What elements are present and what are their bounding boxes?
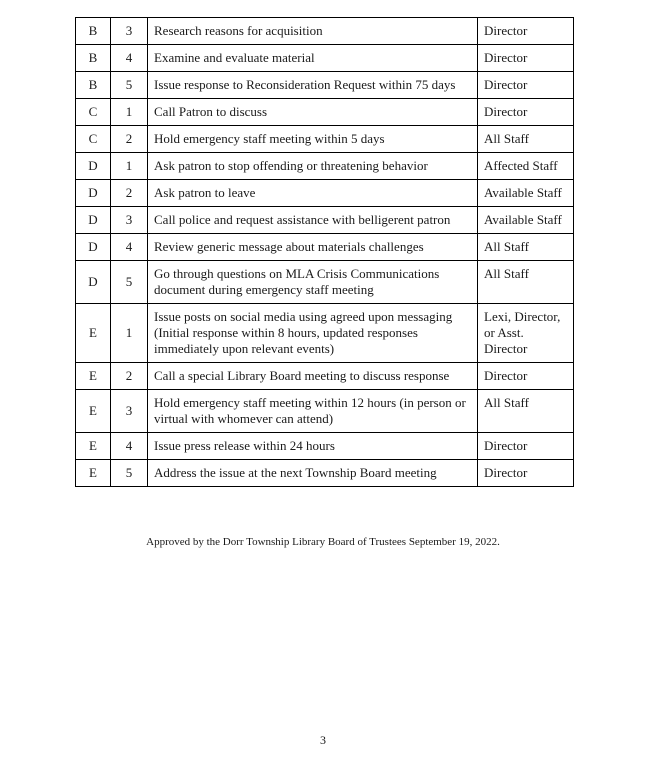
responsible-party-cell: Director bbox=[478, 72, 574, 99]
step-number-cell: 5 bbox=[111, 261, 148, 304]
step-number-cell: 3 bbox=[111, 207, 148, 234]
responsible-party-cell: Available Staff bbox=[478, 180, 574, 207]
table-row bbox=[76, 180, 574, 207]
step-number-cell: 5 bbox=[111, 72, 148, 99]
section-letter-cell: E bbox=[76, 363, 111, 390]
task-description-cell: Call a special Library Board meeting to discuss response bbox=[148, 363, 478, 390]
step-number-cell: 3 bbox=[111, 390, 148, 433]
task-description-cell: Review generic message about materials challenges bbox=[148, 234, 478, 261]
table-row bbox=[76, 207, 574, 234]
section-letter-cell: D bbox=[76, 180, 111, 207]
step-number-cell: 1 bbox=[111, 99, 148, 126]
task-description-cell: Address the issue at the next Township Board meeting bbox=[148, 460, 478, 487]
step-number-cell: 2 bbox=[111, 126, 148, 153]
action-plan-table bbox=[75, 17, 574, 487]
task-description-cell: Issue response to Reconsideration Request within 75 days bbox=[148, 72, 478, 99]
step-number-cell: 3 bbox=[111, 18, 148, 45]
action-plan-table-body bbox=[76, 18, 574, 487]
section-letter-cell: B bbox=[76, 72, 111, 99]
section-letter-cell: D bbox=[76, 207, 111, 234]
section-letter-cell: E bbox=[76, 433, 111, 460]
task-description-cell: Call police and request assistance with belligerent patron bbox=[148, 207, 478, 234]
step-number-cell: 1 bbox=[111, 304, 148, 363]
section-letter-cell: C bbox=[76, 126, 111, 153]
step-number-cell: 1 bbox=[111, 153, 148, 180]
task-description-cell: Research reasons for acquisition bbox=[148, 18, 478, 45]
section-letter-cell: B bbox=[76, 18, 111, 45]
responsible-party-cell: Director bbox=[478, 460, 574, 487]
task-description-cell: Ask patron to stop offending or threatening behavior bbox=[148, 153, 478, 180]
task-description-cell: Issue press release within 24 hours bbox=[148, 433, 478, 460]
task-description-cell: Issue posts on social media using agreed upon messaging (Initial response within 8 hours, updated responses immediately upon relevant events) bbox=[148, 304, 478, 363]
table-row bbox=[76, 72, 574, 99]
task-description-cell: Examine and evaluate material bbox=[148, 45, 478, 72]
responsible-party-cell: All Staff bbox=[478, 390, 574, 433]
page-number: 3 bbox=[320, 733, 326, 747]
section-letter-cell: E bbox=[76, 304, 111, 363]
step-number-cell: 2 bbox=[111, 180, 148, 207]
task-description-cell: Hold emergency staff meeting within 12 hours (in person or virtual with whomever can attend) bbox=[148, 390, 478, 433]
responsible-party-cell: All Staff bbox=[478, 261, 574, 304]
table-row bbox=[76, 363, 574, 390]
section-letter-cell: D bbox=[76, 261, 111, 304]
table-row bbox=[76, 234, 574, 261]
section-letter-cell: C bbox=[76, 99, 111, 126]
task-description-cell: Ask patron to leave bbox=[148, 180, 478, 207]
responsible-party-cell: All Staff bbox=[478, 126, 574, 153]
step-number-cell: 4 bbox=[111, 234, 148, 261]
step-number-cell: 5 bbox=[111, 460, 148, 487]
table-row bbox=[76, 18, 574, 45]
table-row bbox=[76, 261, 574, 304]
responsible-party-cell: All Staff bbox=[478, 234, 574, 261]
table-row bbox=[76, 153, 574, 180]
table-row bbox=[76, 304, 574, 363]
section-letter-cell: B bbox=[76, 45, 111, 72]
table-row bbox=[76, 126, 574, 153]
task-description-cell: Call Patron to discuss bbox=[148, 99, 478, 126]
step-number-cell: 4 bbox=[111, 433, 148, 460]
table-row bbox=[76, 99, 574, 126]
table-row bbox=[76, 390, 574, 433]
task-description-cell: Go through questions on MLA Crisis Communications document during emergency staff meeting bbox=[148, 261, 478, 304]
section-letter-cell: D bbox=[76, 234, 111, 261]
table-row bbox=[76, 460, 574, 487]
section-letter-cell: D bbox=[76, 153, 111, 180]
responsible-party-cell: Available Staff bbox=[478, 207, 574, 234]
responsible-party-cell: Lexi, Director, or Asst. Director bbox=[478, 304, 574, 363]
responsible-party-cell: Director bbox=[478, 45, 574, 72]
responsible-party-cell: Director bbox=[478, 99, 574, 126]
step-number-cell: 2 bbox=[111, 363, 148, 390]
table-row bbox=[76, 433, 574, 460]
table-row bbox=[76, 45, 574, 72]
section-letter-cell: E bbox=[76, 460, 111, 487]
responsible-party-cell: Affected Staff bbox=[478, 153, 574, 180]
step-number-cell: 4 bbox=[111, 45, 148, 72]
approval-note: Approved by the Dorr Township Library Board of Trustees September 19, 2022. bbox=[146, 536, 500, 548]
responsible-party-cell: Director bbox=[478, 18, 574, 45]
section-letter-cell: E bbox=[76, 390, 111, 433]
task-description-cell: Hold emergency staff meeting within 5 days bbox=[148, 126, 478, 153]
responsible-party-cell: Director bbox=[478, 433, 574, 460]
responsible-party-cell: Director bbox=[478, 363, 574, 390]
